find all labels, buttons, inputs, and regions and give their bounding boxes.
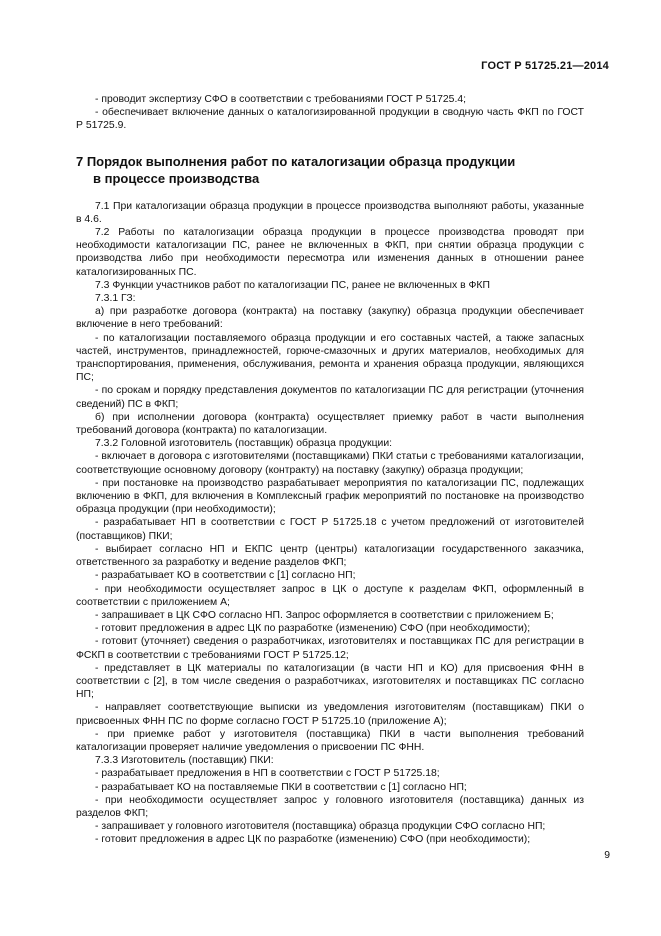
paragraph: - разрабатывает предложения в НП в соответствии с ГОСТ Р 51725.18; (95, 768, 440, 780)
section-title-line-2: в процессе производства (93, 170, 260, 186)
paragraph: - по срокам и порядку представления документов по каталогизации ПС для регистрации (уточнения сведений) ПС в ФКП; (76, 385, 584, 410)
page-body (76, 93, 584, 847)
paragraph: - выбирает согласно НП и ЕКПС центр (центры) каталогизации государственного заказчика, ответственного за разработку и ведение разделов ФКП; (76, 543, 584, 569)
paragraph: - включает в договора с изготовителями (поставщиками) ПКИ статьи с требованиями каталогизации, соответствующие основному договору (контракту) на поставку (закупку) образца продукции; (76, 451, 584, 476)
intro-item: - проводит экспертизу СФО в соответствии с требованиями ГОСТ Р 51725.4; (95, 94, 467, 105)
paragraph: 7.2 Работы по каталогизации образца продукции в процессе производства проводят при необходимости каталогизации ПС, ранее не включенных в ФКП, при снятии образца продукции с производства либо при необходимости пересмотра или изменения данных в отношении ранее каталогизированных ПС. (76, 227, 584, 278)
intro-item: - обеспечивает включение данных о каталогизированной продукции в сводную часть ФКП по ГОСТ Р 51725.9. (76, 107, 584, 132)
page-number: 9 (604, 850, 610, 861)
paragraph: - готовит (уточняет) сведения о разработчиках, изготовителях и поставщиках ПС для регистрации в ФСКП в соответствии с требованиями ГОСТ Р 51725.12; (76, 636, 584, 661)
paragraph: - запрашивает у головного изготовителя (поставщика) образца продукции СФО согласно НП; (95, 821, 546, 833)
paragraph: - готовит предложения в адрес ЦК по разработке (изменению) СФО (при необходимости); (95, 834, 531, 846)
section-heading (76, 153, 584, 187)
paragraph: б) при исполнении договора (контракта) осуществляет приемку работ в части выполнения требований договора (контракта) по каталогизации. (76, 411, 584, 437)
paragraph: - при необходимости осуществляет запрос в ЦК о доступе к разделам ФКП, оформленный в соответствии с приложением А; (76, 583, 584, 608)
paragraph: - при постановке на производство разрабатывает мероприятия по каталогизации ПС, подлежащих включению в ФКП, для включения в Комплексный график мероприятий по постановке на производство образца продукции (при необходимости); (76, 477, 584, 516)
paragraph: - представляет в ЦК материалы по каталогизации (в части НП и КО) для присвоения ФНН в соответствии с [2], в том числе сведения о разработчиках, изготовителях и поставщиках ПС согласно НП; (76, 662, 584, 701)
paragraph: - запрашивает в ЦК СФО согласно НП. Запрос оформляется в соответствии с приложением Б; (95, 609, 554, 621)
paragraph: - разрабатывает НП в соответствии с ГОСТ Р 51725.18 с учетом предложений от изготовителей (поставщиков) ПКИ; (76, 517, 584, 542)
paragraph: а) при разработке договора (контракта) на поставку (закупку) образца продукции обеспечивает включение в него требований: (76, 306, 584, 331)
section-title-line-1: 7 Порядок выполнения работ по каталогизации образца продукции (76, 153, 516, 169)
paragraph: - разрабатывает КО в соответствии с [1] согласно НП; (95, 570, 356, 582)
paragraph: - по каталогизации поставляемого образца продукции и его составных частей, а также запасных частей, инструментов, принадлежностей, горюче-смазочных и других материалов, необходимых для транспортирования, применения, обслуживания, ремонта и хранения образца продукции, являющихся ПС; (76, 332, 584, 384)
paragraph: 7.3.1 ГЗ: (95, 293, 136, 305)
paragraph: - направляет соответствующие выписки из уведомления изготовителям (поставщикам) ПКИ о присвоенных ФНН ПС по форме согласно ГОСТ Р 51725.10 (приложение А); (76, 702, 584, 727)
paragraph: 7.3.3 Изготовитель (поставщик) ПКИ: (95, 755, 274, 767)
paragraph: 7.3 Функции участников работ по каталогизации ПС, ранее не включенных в ФКП (95, 279, 490, 291)
paragraph: 7.1 При каталогизации образца продукции в процессе производства выполняют работы, указанные в 4.6. (76, 200, 584, 225)
paragraph: - разрабатывает КО на поставляемые ПКИ в соответствии с [1] согласно НП; (95, 781, 467, 793)
paragraph: - готовит предложения в адрес ЦК по разработке (изменению) СФО (при необходимости); (95, 623, 531, 635)
paragraph: - при необходимости осуществляет запрос у головного изготовителя (поставщика) данных из разделов ФКП; (76, 794, 584, 819)
paragraph: 7.3.2 Головной изготовитель (поставщик) образца продукции: (95, 438, 393, 450)
paragraph: - при приемке работ у изготовителя (поставщика) ПКИ в части выполнения требований каталогизации проверяет наличие уведомления о присвоении ПС ФНН. (76, 728, 584, 753)
document-header: ГОСТ Р 51725.21—2014 (481, 60, 609, 72)
